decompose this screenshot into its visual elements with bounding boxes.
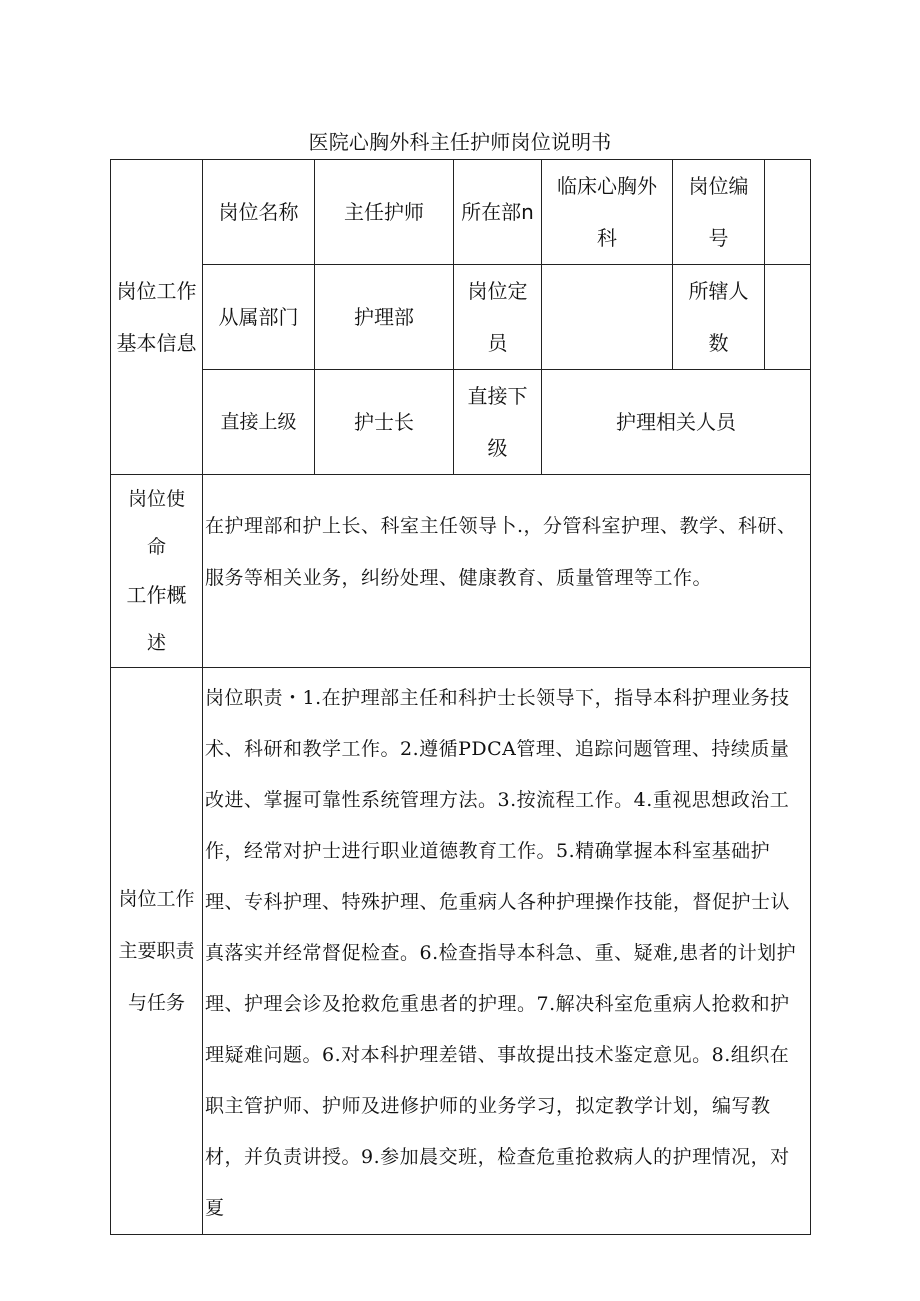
job-description-table: [110, 159, 811, 1235]
department-value-line-2: 科: [597, 226, 617, 250]
quota-label-line-2: 员: [487, 331, 508, 355]
post-number-label: [673, 160, 765, 265]
department-label: [454, 160, 542, 265]
quota-value: [542, 265, 673, 370]
quota-label: [454, 265, 542, 370]
mission-label-line-2: 命: [146, 536, 166, 558]
basic-info-section-label: [111, 160, 203, 475]
affiliated-dept-value: 护理部: [315, 265, 454, 370]
page-title: 医院心胸外科主任护师岗位说明书: [308, 130, 612, 154]
subordinates-count-label: [673, 265, 765, 370]
mission-label-line-1: 岗位使: [127, 488, 185, 510]
affiliated-dept-label: 从属部门: [203, 265, 315, 370]
direct-subordinate-value: 护理相关人员: [542, 370, 811, 475]
duties-label-line-1: 岗位工作: [118, 888, 195, 910]
duties-text: 岗位职责・1.在护理部主任和科护士长领导下，指导本科护理业务技术、科研和教学工作。2.遵循PDCA管理、追踪问题管理、持续质量改进、掌握可靠性系统管理方法。3.按流程工作。4.重视思想政治工作，经常对护士进行职业道德教育工作。5.精确掌握本科室基础护理、专科护理、特殊护理、危重病人各种护理操作技能，督促护士认真落实并经常督促检查。6.检查指导本科急、重、疑难,患者的计划护理、护理会诊及抢救危重患者的护理。7.解决科室危重病人抢救和护理疑难问题。6.对本科护理差错、事故提出技术鉴定意见。8.组织在职主管护师、护师及进修护师的业务学习，拟定教学计划，编写教材，并负责讲授。9.参加晨交班，检查危重抢救病人的护理情况，对夏: [203, 668, 811, 1235]
mission-section-label: [111, 475, 203, 668]
subordinates-count-label-line-1: 所辖人: [688, 279, 749, 303]
direct-subordinate-label-line-2: 级: [487, 436, 508, 460]
mission-text: 在护理部和护上长、科室主任领导卜.，分管科室护理、教学、科研、服务等相关业务，纠纷处理、健康教育、质量管理等工作。: [203, 475, 811, 668]
direct-subordinate-label-line-1: 直接下: [467, 384, 528, 408]
department-label-text: 所在部n: [461, 200, 534, 224]
table-row: [111, 668, 811, 1235]
subordinates-count-value: [765, 265, 811, 370]
post-number-label-line-2: 号: [708, 226, 729, 250]
department-value-line-1: 临床心胸外: [557, 174, 657, 198]
table-row: [111, 265, 811, 370]
post-number-label-line-1: 岗位编: [688, 174, 749, 198]
basic-info-label-line-1: 岗位工作: [116, 279, 197, 303]
superior-value: 护士长: [315, 370, 454, 475]
table-row: [111, 160, 811, 265]
basic-info-label-line-2: 基本信息: [116, 331, 197, 355]
duties-label-line-3: 与任务: [127, 992, 185, 1014]
superior-label: 直接上级: [203, 370, 315, 475]
mission-label-line-3: 工作概: [126, 583, 187, 607]
table-row: [111, 475, 811, 668]
post-name-value: 主任护师: [315, 160, 454, 265]
post-number-value: [765, 160, 811, 265]
department-value: [542, 160, 673, 265]
post-name-label: 岗位名称: [203, 160, 315, 265]
duties-label-line-2: 主要职责: [118, 940, 195, 962]
direct-subordinate-label: [454, 370, 542, 475]
mission-label-line-4: 述: [146, 632, 166, 654]
duties-section-label: [111, 668, 203, 1235]
quota-label-line-1: 岗位定: [467, 279, 528, 303]
subordinates-count-label-line-2: 数: [708, 331, 729, 355]
table-row: [111, 370, 811, 475]
